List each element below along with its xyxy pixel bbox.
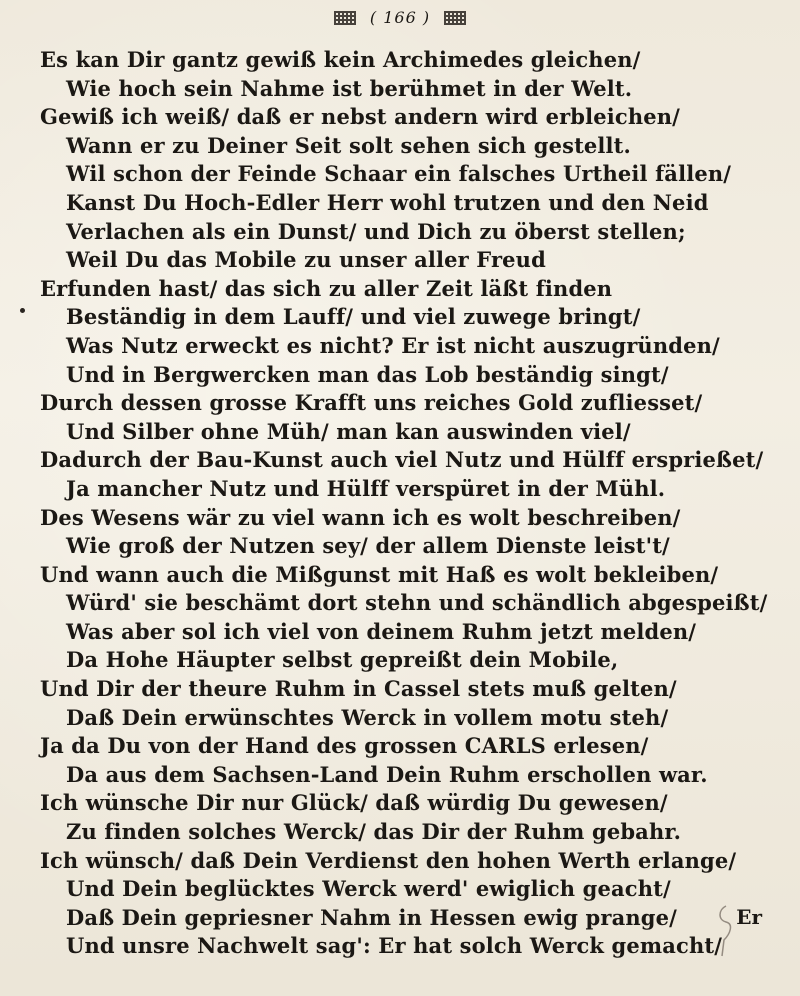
catchword: Er xyxy=(736,905,762,929)
poem-line: Durch dessen grosse Krafft uns reiches Gold zufliesset/ xyxy=(40,390,703,416)
poem-line: Zu finden solches Werck/ das Dir der Ruhm gebahr. xyxy=(66,819,682,845)
poem-body xyxy=(40,46,780,961)
poem-line: Und Silber ohne Müh/ man kan auswinden viel/ xyxy=(66,418,631,444)
poem-line: Und wann auch die Mißgunst mit Haß es wolt bekleiben/ xyxy=(40,561,719,587)
poem-line: Daß Dein erwünschtes Werck in vollem motu steh/ xyxy=(66,704,669,730)
poem-line: Beständig in dem Lauff/ und viel zuwege bringt/ xyxy=(66,304,641,330)
poem-line: Was aber sol ich viel von deinem Ruhm jetzt melden/ xyxy=(66,618,697,644)
head-ornament-right-icon xyxy=(444,11,466,25)
poem-line: Erfunden hast/ das sich zu aller Zeit läßt finden xyxy=(40,275,613,301)
poem-line: Da aus dem Sachsen-Land Dein Ruhm erschollen war. xyxy=(66,761,708,787)
running-head xyxy=(0,6,800,28)
poem-line: Ja mancher Nutz und Hülff verspüret in der Mühl. xyxy=(66,475,666,501)
poem-line: Daß Dein gepriesner Nahm in Hessen ewig prange/ xyxy=(66,904,677,930)
poem-line: Und in Bergwercken man das Lob beständig singt/ xyxy=(66,361,669,387)
poem-line: Wann er zu Deiner Seit solt sehen sich gestellt. xyxy=(66,132,631,158)
poem-line: Ich wünsche Dir nur Glück/ daß würdig Du gewesen/ xyxy=(40,790,668,816)
poem-line: Kanst Du Hoch-Edler Herr wohl trutzen und den Neid xyxy=(66,189,709,215)
poem-line: Wie hoch sein Nahme ist berühmet in der Welt. xyxy=(66,75,633,101)
page-number: ( 166 ) xyxy=(369,8,431,27)
poem-line: Würd' sie beschämt dort stehn und schändlich abgespeißt/ xyxy=(66,590,768,616)
poem-line: Was Nutz erweckt es nicht? Er ist nicht auszugründen/ xyxy=(66,332,720,358)
poem-line: Es kan Dir gantz gewiß kein Archimedes gleichen/ xyxy=(40,47,641,72)
margin-dot-icon xyxy=(20,308,25,313)
poem-line: Da Hohe Häupter selbst gepreißt dein Mobile, xyxy=(66,647,619,673)
poem-line: Und Dein beglücktes Werck werd' ewiglich geacht/ xyxy=(66,876,671,902)
poem-line: Weil Du das Mobile zu unser aller Freud xyxy=(66,247,546,273)
poem-line: Und unsre Nachwelt sag': Er hat solch Werck gemacht/ xyxy=(66,933,723,959)
poem-line: Ja da Du von der Hand des grossen CARLS erlesen/ xyxy=(40,733,649,759)
poem-line: Dadurch der Bau-Kunst auch viel Nutz und Hülff ersprießet/ xyxy=(40,447,764,473)
head-ornament-left-icon xyxy=(334,11,356,25)
poem-line: Ich wünsch/ daß Dein Verdienst den hohen Werth erlange/ xyxy=(40,847,737,873)
poem-line: Des Wesens wär zu viel wann ich es wolt beschreiben/ xyxy=(40,504,681,530)
poem-line: Wie groß der Nutzen sey/ der allem Dienste leist't/ xyxy=(66,533,670,559)
poem-line: Wil schon der Feinde Schaar ein falsches Urtheil fällen/ xyxy=(66,161,732,187)
poem-line: Gewiß ich weiß/ daß er nebst andern wird erbleichen/ xyxy=(40,104,681,130)
poem-line: Und Dir der theure Ruhm in Cassel stets muß gelten/ xyxy=(40,676,677,702)
poem-line: Verlachen als ein Dunst/ und Dich zu öberst stellen; xyxy=(66,218,686,244)
